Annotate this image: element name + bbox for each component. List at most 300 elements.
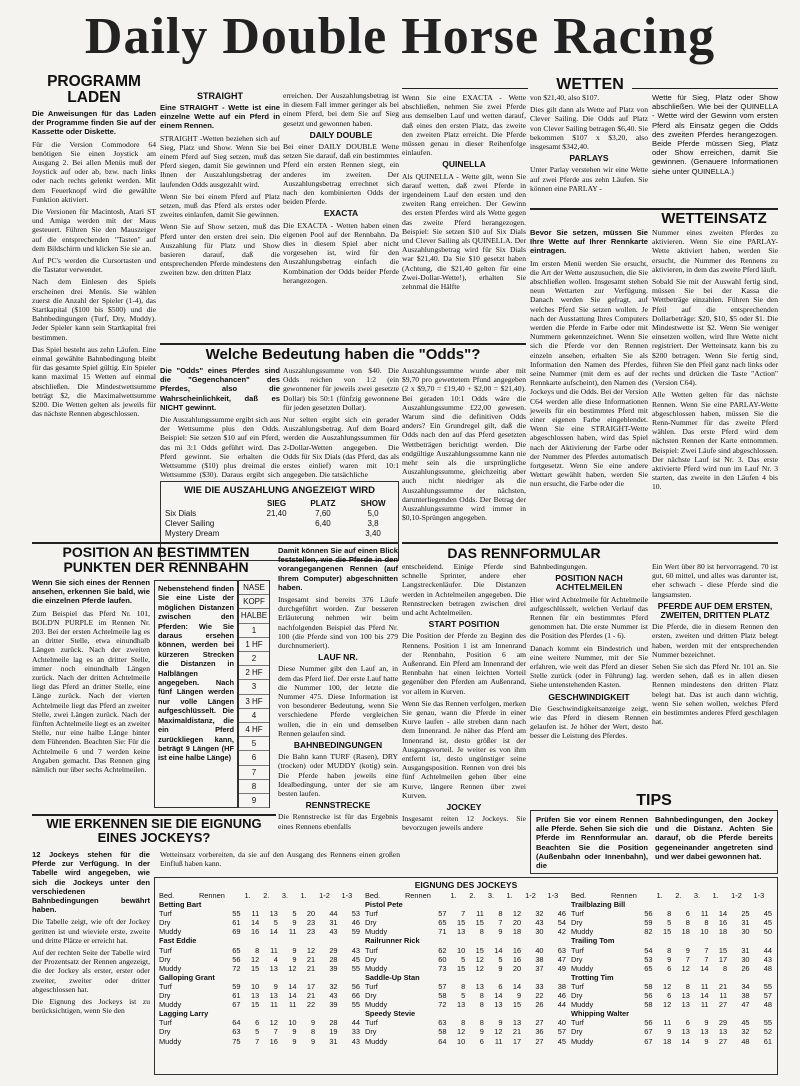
table-cell: 43 [535,918,544,928]
table-cell: Dry [571,991,583,1001]
table-cell: 8 [667,945,672,955]
col3-text [283,91,399,341]
table-cell: 55 [763,1018,772,1028]
table-cell: 63 [557,945,566,955]
table-cell: 15 [475,918,484,928]
table-cell: 11 [288,927,297,937]
payout-table [161,499,398,539]
table-cell: 12 [250,954,260,964]
table-cell: 42 [557,927,566,937]
table-cell: 20 [306,909,316,919]
table-cell: 13 [456,927,466,937]
table-cell: 15 [718,945,728,955]
jockeys-lead: 12 Jockeys stehen für die Pferde zur Verfügung. In der Tabelle wird angegeben, wie sich die Jockeys unter den verschiedenen Bahnbedingungen bewährt haben. [32,850,150,915]
table-cell: 13 [681,1000,690,1010]
jockey-col-header: 1. [506,891,513,900]
table-cell: 18 [512,927,522,937]
table-cell: Muddy [571,1000,594,1010]
ezd-p2: Sehen Sie sich das Pferd Nr. 101 an. Sie werden sehen, daß es in allen diesen Rennen mindestens den dritten Platz belegt hat. Das ist auch dann wichtig, wenn Sie sehen wollen, welches Pferd ein bestimmtes anderes Pferd geschlagen hat. [652,662,778,727]
table-cell: Turf [365,909,378,919]
table-row [569,927,774,936]
distance-item: 8 [239,780,269,794]
table-cell: 27 [535,1018,544,1028]
table-cell: 9 [667,954,672,964]
straight-p2: Wenn Sie bei einem Pferd auf Platz setzen, muß das Pferd als erstes oder zweites einlaufen, damit Sie gewinnen. [160,191,280,220]
table-cell: 9 [311,1018,316,1028]
table-cell: 45 [763,909,772,919]
payout-cell [255,519,297,529]
table-cell: 15 [250,963,260,973]
programm-p2: Die Versionen für Macintosh, Atari ST und Amiga werden mit der Maus gesteuert. Führen Sie den Mauszeiger auf die entsprechenden "Tasten" auf dem Bildschirm und klicken Sie sie an. [32,207,156,253]
table-cell: 22 [535,991,544,1001]
table-cell: 5 [255,1027,260,1037]
payout-cell [298,529,348,539]
jockey-heading: JOCKEY [446,802,482,813]
table-cell: 13 [718,1027,728,1037]
table-cell: 53 [351,909,360,919]
tips-right: Bahnbedingungen, den Jockey und die Distanz. Achten Sie darauf, ob die Pferde bereits gegeneinander angetreten sind und wer dabei gewonnen hat. [655,815,773,861]
table-cell: Dry [159,918,171,928]
table-cell: 9 [498,1018,503,1028]
programm-p1: Für die Version Commodore 64 benötigen Sie einen Joystick am Ausgang 2. Bei allen Menüs muß der Joystick auf oder ab, bzw. nach links oder nach rechts gelenkt werden. Mit dem Feuerknopf wird die gewählte Funktion aktiviert. [32,139,156,204]
distance-item: NASE [239,581,269,595]
table-cell: 9 [273,981,278,991]
parlays-text: Unter Parlay verstehen wir eine Wette auf zwei Pferde aus zehn Läufen. Sie können eine PARLAY - [530,165,648,193]
table-row [157,982,362,991]
jockey-name-row [363,936,568,945]
straight-text [160,103,280,341]
table-row [363,918,568,927]
table-cell: 8 [498,909,503,919]
lauf-nr-heading: LAUF NR. [318,652,358,663]
programm-p3: Auf PC's werden die Cursortasten und die Tastatur verwendet. [32,256,156,275]
rennformular-col4 [402,562,526,874]
table-cell: 17 [512,1036,522,1046]
table-cell: 21 [512,1027,522,1037]
table-cell: 48 [763,1000,772,1010]
table-cell: 8 [255,945,260,955]
table-cell: 45 [351,954,360,964]
jockey-name-row [569,900,774,909]
table-cell: 46 [557,909,566,919]
jockey-name: Betting Bart [159,900,202,910]
exacta-text: Die EXACTA - Wetten haben einen eigenen Pool auf der Rennbahn. Da dies in diesem Spiel aber nicht vorgesehen ist, wird für den Auszahlungsbetrag einfach die Kombination der Odds beider Pferde herangezogen. [283,220,399,285]
payout-col-platz: PLATZ [310,499,336,508]
table-cell: 54 [557,918,566,928]
wetten-col5-p1: von $21,40, also $107. [530,93,600,102]
jockey-table-header [157,891,362,900]
table-cell: 9 [667,1027,672,1037]
table-cell: Muddy [365,927,388,937]
distance-item: 1 HF [239,638,269,652]
jockey-col-header: 1-3 [753,891,765,900]
wetten-col6-text: Wette für Sieg, Platz oder Show abschließen. Wie bei der QUINELLA - Wette wird der Gewinn vom ersten Pferd als Einsatz gegen die Odds des zweiten Pferdes herangezogen. Beide Pferde müssen Sieg, Platz oder Show erreichen, damit Sie gewinnen. (Genauere Informationen siehe unter QUINELLA.) [652,93,778,176]
table-cell: 7 [704,945,709,955]
rennformular-col6 [652,562,778,784]
table-row [569,1027,774,1036]
jockey-col-header: Bed. [571,891,587,900]
table-cell: 15 [456,918,466,928]
jockey-name: Trailing Tom [571,936,615,946]
table-row [569,909,774,918]
table-cell: 45 [741,1018,750,1028]
table-cell: 44 [329,909,338,919]
table-cell: 31 [329,918,338,928]
jockey-table-group [157,891,362,1046]
table-cell: 54 [644,945,653,955]
table-cell: 12 [681,963,690,973]
table-row [363,1037,568,1046]
jockey-name: Railrunner Rick [365,936,420,946]
table-cell: 46 [557,991,566,1001]
table-cell: 64 [438,1036,447,1046]
table-cell: 59 [351,927,360,937]
table-cell: Dry [159,1027,171,1037]
straight-p1: STRAIGHT -Wetten beziehen sich auf Sieg, Platz und Show. Wenn Sie bei einem Pferd auf Sieg setzen, muß das Pferd siegen, damit Sie gewinnen und Ihnen der Auszahlungsbetrag der laufenden Odds ausgezahlt wird. [160,133,280,189]
lauf-nr-text: Diese Nummer gibt den Lauf an, in dem das Pferd lief. Der erste Lauf hatte die Nummer 100, der letzte die Nummer 475. Diese Information ist von besonderer Bedeutung, wenn Sie verschiedene Pferde vergleichen wollen, die in ein und demselben Rennen gelaufen sind. [278,664,398,738]
jockey-table-group [569,891,774,1046]
table-cell: 55 [232,909,241,919]
table-cell: 12 [512,909,522,919]
payout-cell: Clever Sailing [165,519,215,528]
jockey-col-header: 3. [693,891,701,900]
table-row [157,955,362,964]
rennformular-rule [402,542,778,544]
daily-double-heading: DAILY DOUBLE [309,129,373,140]
table-cell: 60 [438,954,447,964]
bahnbedingungen-heading: BAHNBEDINGUNGEN [293,740,383,751]
table-cell: 34 [741,981,750,991]
table-cell: Muddy [365,1000,388,1010]
table-cell: 16 [512,954,522,964]
payout-row [161,509,398,519]
table-cell: 15 [250,1000,260,1010]
jockeys-col2-text: Wetteinsatz vorbereiten, da sie auf den Ausgang des Rennens einen großen Einfluß haben kann. [160,850,400,869]
table-cell: Muddy [571,963,594,973]
table-cell: 21 [306,991,316,1001]
jockey-table-header [363,891,568,900]
table-row [157,927,362,936]
table-cell: 37 [535,963,544,973]
table-cell: 71 [438,927,447,937]
odds-rule [160,343,526,345]
table-cell: Dry [571,1027,583,1037]
table-cell: 9 [292,1036,297,1046]
distance-item: HALBE [239,609,269,623]
table-cell: 58 [438,991,447,1001]
payout-row [161,519,398,529]
table-cell: 52 [763,1027,772,1037]
table-cell: 82 [644,927,653,937]
odds-p2: Auszahlungssumme von $40. Die Odds reichen von 1:2 (ein gewonnener für jeweils zwei gesetzte Dollar) bis 50:1 (fünfzig gewonnene für jeden gesetzten Dollar). [283,366,399,412]
table-cell: 8 [723,963,728,973]
page-title: Daily Double Horse Racing [84,8,716,65]
straight-lead: Eine STRAIGHT - Wette ist eine einzelne Wette auf ein Pferd in einem Rennen. [160,103,280,131]
table-cell: 57 [438,909,447,919]
table-cell: 12 [306,945,316,955]
table-cell: 17 [306,981,316,991]
jockey-col-header: 2. [469,891,476,900]
table-cell: 10 [700,927,709,937]
table-cell: 15 [456,963,466,973]
table-cell: 59 [644,918,653,928]
table-cell: 56 [644,1018,653,1028]
jockey-col-header: 1. [656,891,663,900]
table-cell: 55 [763,981,772,991]
table-cell: 58 [438,1027,447,1037]
table-cell: 9 [498,963,503,973]
table-cell: 49 [557,963,566,973]
table-row [569,946,774,955]
jockey-name-row [569,936,774,945]
table-cell: 57 [557,1027,566,1037]
table-cell: 55 [351,963,360,973]
table-cell: 38 [557,981,566,991]
table-cell: 13 [681,991,690,1001]
table-cell: 20 [512,963,522,973]
jockey-text: Insgesamt reiten 12 Jockeys. Sie bevorzugen jeweils andere [402,814,526,833]
payout-cell: 3,8 [367,519,379,528]
jockey-col-header: 1. [712,891,719,900]
table-cell: 7 [255,1036,260,1046]
wetteinsatz-heading: WETTEINSATZ [661,210,767,227]
table-cell: 8 [479,1018,484,1028]
distance-item: 4 [239,709,269,723]
table-cell: 6 [667,991,672,1001]
table-cell: Dry [571,954,583,964]
straight-p3: Wenn Sie auf Show setzen, muß das Pferd unter den ersten drei sein. Die Auszahlung für Platz und Show basieren darauf, daß die entsprechenden Pferde mindestens den zweiten bzw. den dritten Platz [160,222,280,278]
table-cell: 14 [512,981,522,991]
start-position-heading: START POSITION [428,619,500,630]
jockey-col-header: 1. [244,891,251,900]
table-cell: Muddy [159,963,182,973]
jockey-col-header: 1-3 [547,891,559,900]
wetteinsatz-lead: Bevor Sie setzen, müssen Sie Ihre Wette auf Ihrer Rennkarte eintragen. [530,228,648,256]
table-cell: 73 [438,963,447,973]
jockey-name: Lagging Larry [159,1009,209,1019]
table-cell: 58 [644,981,653,991]
table-cell: 65 [644,963,653,973]
programm-p5: Das Spiel besteht aus zehn Läufen. Eine einmal gewählte Bahnbedingung bleibt für das gesamte Spiel gültig. Ein Spieler kann maximal 15 Wetten auf einmal abschließen. Die Mindestwettsumme beträgt $2, die Maximalwettsumme $200. Die Wetten gelten als jeweils für das nächste Rennen abgeschlossen. [32,344,156,419]
payout-cell: Mystery Dream [165,529,220,538]
bahnbedingungen-text: Die Bahn kann TURF (Rasen), DRY (trocken) oder MUDDY (kotig) sein. Die Pferde haben jeweils eine Idealbedingung, unter der sie am besten laufen. [278,752,398,799]
table-cell: 10 [456,945,466,955]
table-cell: 14 [700,963,709,973]
table-cell: 13 [494,1000,503,1010]
table-cell: Turf [159,945,172,955]
table-cell: 38 [741,991,750,1001]
ezd-p1: Die Pferde, die in diesem Rennen den ersten, zweiten und dritten Platz belegt haben, werden mit der entsprechenden Nummer bezeichnet. [652,622,778,659]
jockey-name-row [363,973,568,982]
table-cell: 43 [351,945,360,955]
table-cell: 67 [644,1036,653,1046]
jockey-table-header [569,891,774,900]
rennformular-p1: entscheidend. Einige Pferde sind schnelle Sprinter, andere eher Langstreckenläufer. Die Distanzen werden in Achtelmeilen angegeben. Die Rennstrecken betragen zwischen drei und acht Achtelmeilen. [402,562,526,618]
table-cell: 13 [700,1027,709,1037]
table-cell: 72 [232,963,241,973]
jockeys-p1: Die Tabelle zeigt, wie oft der Jockey geritten ist und wieviele erste, zweite und dritte Plätze er erreicht hat. [32,917,150,945]
jockey-table-group [363,891,568,1046]
distance-item: 4 HF [239,723,269,737]
table-cell: 20 [512,918,522,928]
distance-item: 2 HF [239,666,269,680]
position-col1 [32,578,150,810]
table-cell: 28 [329,954,338,964]
table-cell: 38 [535,954,544,964]
table-cell: 9 [517,991,522,1001]
table-cell: Turf [365,945,378,955]
table-cell: 26 [535,1000,544,1010]
table-cell: 11 [494,1036,503,1046]
table-cell: Dry [365,918,377,928]
payout-header-row [161,499,398,509]
table-cell: 9 [685,945,690,955]
table-cell: 9 [704,1036,709,1046]
table-cell: 8 [704,918,709,928]
position-col3 [278,546,398,874]
table-cell: Muddy [571,1036,594,1046]
table-cell: 14 [718,909,728,919]
odds-heading: Welche Bedeutung haben die "Odds"? [205,346,481,363]
distance-note-box [154,580,238,808]
payout-cell: 6,40 [315,519,331,528]
table-cell: 61 [232,918,241,928]
tips-heading: TIPS [636,792,672,809]
jockey-name: Pistol Pete [365,900,403,910]
table-row [363,991,568,1000]
table-cell: 8 [461,981,466,991]
jockey-name: Galloping Grant [159,972,215,982]
table-cell: Dry [159,954,171,964]
wetteinsatz-p3: Sobald Sie mit der Auswahl fertig sind, müssen Sie bei der Kassa die Wettbeträge einzahlen. Führen Sie den Pfeil auf die entsprechenden Dollarbeträge: $20, $10, $5 oder $1. Die Mindestwette ist $2. Wenn Sie weniger einsetzen wollen, wird Ihre Wette nicht registriert. Der Wetteinsatz kann bis zu $200 betragen. Wenn Sie fertig sind, führen Sie den Pfeil ganz nach links oder rechts und drücken die Taste "Action" (Version C64). [652,277,778,388]
table-cell: 11 [700,1000,709,1010]
table-row [157,1018,362,1027]
table-cell: 8 [685,981,690,991]
table-cell: 59 [232,981,241,991]
table-cell: 9 [292,918,297,928]
table-cell: 10 [288,1018,297,1028]
table-row [363,1018,568,1027]
odds-p3: Nur selten ergibt sich ein gerader Auszahlungsbetrag. Auf dem Board werden die Auszahlungssummen für 2-Dollar-Wetten angegeben. Die Odds für Six Dials (das Pferd, das als erstes einlief) waren mit 10:1 angegeben. Die tatsächliche [283,415,399,480]
jockey-col-header: 1. [300,891,307,900]
table-cell: 12 [475,954,484,964]
jockey-name-row [569,973,774,982]
table-cell: Muddy [159,927,182,937]
jockeys-p2: Auf der rechten Seite der Tabelle wird der Prozentsatz der Rennen angezeigt, die der Jockey als erster, erster oder zweiter, zweiter oder dritter abgeschlossen hat. [32,948,150,994]
payout-cell [255,529,297,539]
table-cell: 27 [535,1036,544,1046]
payout-cell: 21,40 [266,509,287,518]
table-cell: 12 [475,963,484,973]
table-cell: 12 [662,981,672,991]
jockey-name: Fast Eddie [159,936,197,946]
table-cell: Turf [159,1018,172,1028]
payout-row [161,529,398,539]
payout-cell: 3,40 [365,529,381,538]
table-cell: 11 [663,1018,672,1028]
table-cell: Muddy [159,1000,182,1010]
table-cell: 16 [512,945,522,955]
jockey-name-row [363,1009,568,1018]
position-p1: Zum Beispiel das Pferd Nr. 101, BOLD'N PURPLE im Rennen Nr. 203. Bei der ersten Achtelmeile lag es an dritter Stelle, etwa einundhalb Längen zurück. Nach der zweiten Achtelmeile lag es an dritter Stelle, immer noch einundhalb Längen zurück. Nach der dritten Achtelmeile liegt das Pferd an dritter Stelle, eine Länge zurück. Nach der vierten Achtelmeile liegt das Pferd an zweiter Stelle, zwei Längen zurück. Nach der fünften Achtelmeile liegt es an zweiter Stelle, nur eine halbe Länge hinter dem Führenden. Beachten Sie: Für die Achtelmeile 6 und 7 werden keine Angaben gemacht. Das Rennen ging nämlich nur über sechs Achtelmeilen. [32,608,150,775]
jockeys-p3: Die Eignung des Jockeys ist zu berücksichtigen, wenn Sie den [32,997,150,1016]
table-cell: 7 [704,954,709,964]
table-cell: 6 [685,1018,690,1028]
table-cell: 43 [329,991,338,1001]
table-cell: 65 [232,945,241,955]
table-cell: 11 [719,991,728,1001]
table-cell: Dry [571,918,583,928]
table-cell: 40 [535,945,544,955]
table-cell: 15 [662,927,672,937]
table-row [363,964,568,973]
table-cell: 5 [461,991,466,1001]
table-cell: 30 [741,927,750,937]
table-cell: 62 [438,945,447,955]
jockey-col-header: Rennen [610,891,637,900]
jockey-table-box [154,877,778,1075]
table-cell: Muddy [159,1036,182,1046]
table-cell: 5 [498,954,503,964]
table-cell: 8 [461,1018,466,1028]
table-cell: Turf [571,909,584,919]
table-cell: 15 [512,1000,522,1010]
table-cell: 9 [292,945,297,955]
table-cell: 11 [476,909,484,919]
table-cell: Muddy [571,927,594,937]
table-cell: 16 [250,927,260,937]
table-cell: 36 [535,1027,544,1037]
table-cell: 21 [718,981,728,991]
table-row [363,927,568,936]
table-row [157,964,362,973]
table-cell: 13 [681,1027,690,1037]
distance-item: 7 [239,766,269,780]
table-cell: 44 [557,1000,566,1010]
table-row [569,1018,774,1027]
jockey-name: Speedy Stevie [365,1009,416,1019]
payout-col-sieg: SIEG [267,499,287,508]
distance-item: 2 [239,652,269,666]
rennstrecke-heading: RENNSTRECKE [305,800,371,811]
tips-box [530,810,778,874]
table-cell: 69 [232,927,241,937]
table-cell: 19 [329,1027,338,1037]
programm-p4: Nach dem Einlesen des Spiels erscheinen drei Menüs. Sie wählen zuerst die Anzahl der Spieler (1-4), das Startkapital ($100 bis $500) und die Bahnbedingungen (Turf, Dry, Muddy). Jeder Spieler kann sein Startkapital frei bestimmen. [32,277,156,342]
table-cell: Dry [159,991,171,1001]
programm-text [32,109,156,567]
distance-item: 3 [239,680,269,694]
table-cell: 22 [306,1000,316,1010]
table-cell: 53 [644,954,653,964]
quinella-text: Als QUINELLA - Wette gilt, wenn Sie darauf wetten, daß zwei Pferde in irgendeinem Lauf den ersten und den zweiten Rang erreichen. Der Gewinn des ersten Pferdes wird als Wette gegen das zweite Pferd herangezogen. Beispiel: Sie setzen $10 auf Six Dials und Clever Sailing als QUINELLA. Der Auszahlungsbetrag wird für Six Dials war $21,40. Da Sie $10 gesetzt haben (Achtung, die $21,40 gelten für eine Zwei-Dollar-Wette!), erhalten Sie zehnmal die Hälfte [402,171,526,292]
distance-note: Nebenstehend finden Sie eine Liste der möglichen Distanzen zwischen den Pferden: Wie Sie daraus ersehen können, werden bei kürzeren Strecken die Distanzen in Halblängen angegeben. Nach fünf Längen werden nur volle Längen aufgeschlüsselt. Die Maximaldistanz, die ein Pferd zurückliegen kann, beträgt 9 Längen (HF ist eine halbe Länge) [158,584,234,763]
table-cell: 13 [269,963,278,973]
table-row [157,946,362,955]
erster-zweiter-dritter-heading: PFERDE AUF DEM ERSTEN, ZWEITEN, DRITTEN PLATZ [657,600,773,621]
table-cell: Dry [365,954,377,964]
table-row [157,909,362,918]
straight-heading: STRAIGHT [197,91,243,101]
jockey-col-header: 1-2 [731,891,742,900]
table-cell: 11 [700,909,709,919]
payout-col-show: SHOW [360,499,386,508]
table-row [569,955,774,964]
wetten-col4 [402,93,526,343]
table-row [157,1037,362,1046]
table-cell: 47 [741,1000,750,1010]
distance-item: 1 [239,624,269,638]
